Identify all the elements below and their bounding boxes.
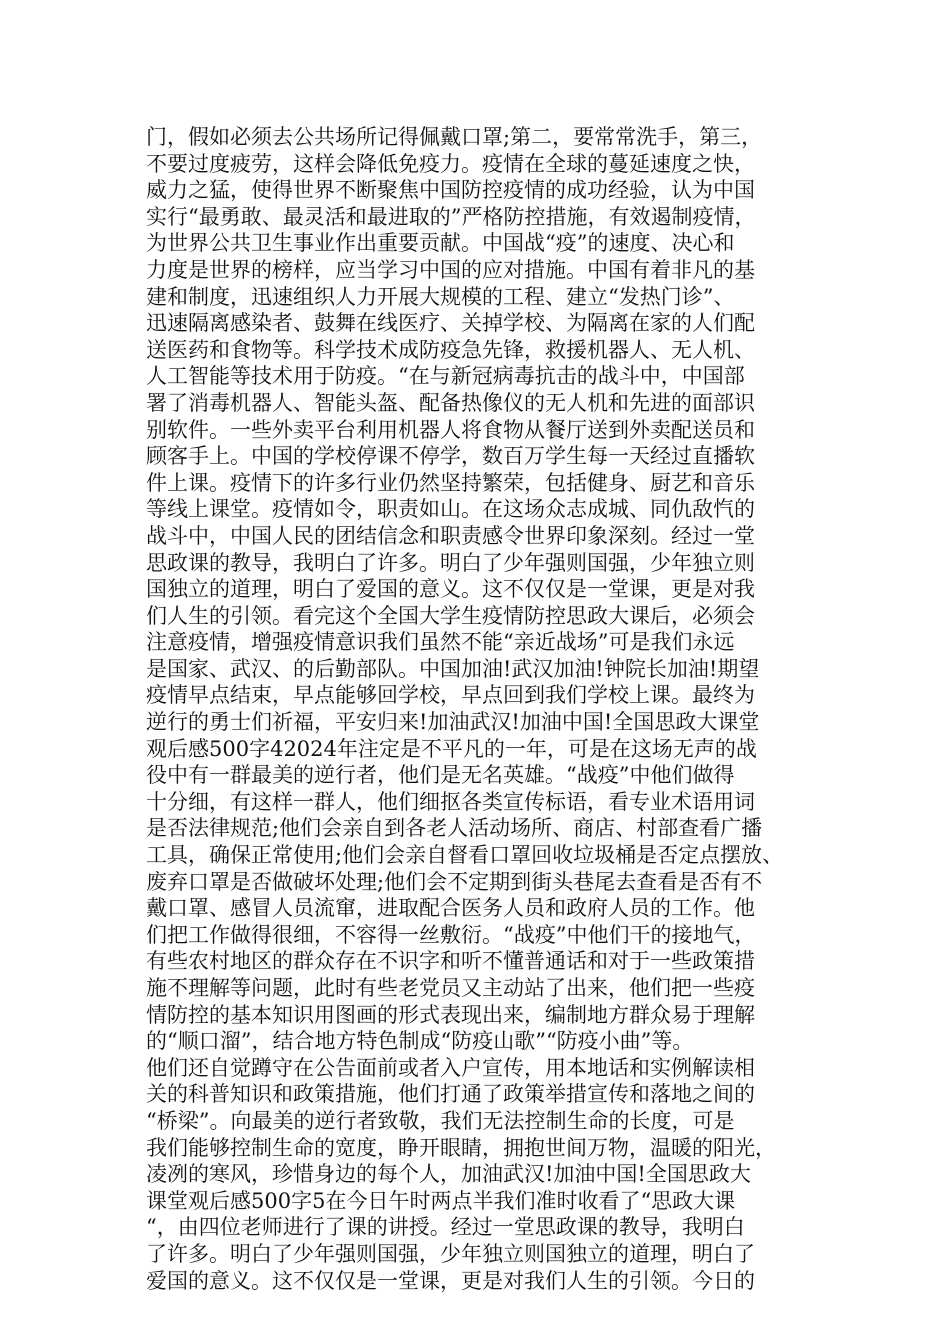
text-line: 了许多。明白了少年强则国强，少年独立则国独立的道理，明白了	[146, 1241, 755, 1266]
text-line: 为世界公共卫生事业作出重要贡献。中国战“疫”的速度、决心和	[146, 231, 735, 256]
text-line: 人工智能等技术用于防疫。“在与新冠病毒抗击的战斗中，中国部	[146, 364, 745, 389]
text-line: “，由四位老师进行了课的讲授。经过一堂思政课的教导，我明白	[146, 1215, 745, 1240]
text-line: 废弃口罩是否做破坏处理;他们会不定期到街头巷尾去查看是否有不	[146, 869, 763, 894]
text-line: 观后感500字42024年注定是不平凡的一年，可是在这场无声的战	[146, 736, 757, 761]
text-line: 爱国的意义。这不仅仅是一堂课，更是对我们人生的引领。今日的	[146, 1268, 755, 1293]
text-line: 是否法律规范;他们会亲自到各老人活动场所、商店、村部查看广播	[146, 816, 763, 841]
text-line: 关的科普知识和政策措施，他们打通了政策举措宣传和落地之间的	[146, 1082, 755, 1107]
text-line: 课堂观后感500字5在今日午时两点半我们准时收看了“思政大课	[146, 1188, 736, 1213]
text-line: 建和制度，迅速组织人力开展大规模的工程、建立“发热门诊”、	[146, 284, 735, 309]
text-line: 工具，确保正常使用;他们会亲自督看口罩回收垃圾桶是否定点摆放、	[146, 843, 784, 868]
text-line: 顾客手上。中国的学校停课不停学，数百万学生每一天经过直播软	[146, 444, 755, 469]
text-line: 他们还自觉蹲守在公告面前或者入户宣传，用本地话和实例解读相	[146, 1055, 755, 1080]
text-line: 施不理解等问题，此时有些老党员又主动站了出来，他们把一些疫	[146, 976, 755, 1000]
text-line: 役中有一群最美的逆行者，他们是无名英雄。“战疫”中他们做得	[146, 763, 735, 788]
text-line: 门，假如必须去公共场所记得佩戴口罩;第二，要常常洗手，第三，	[146, 125, 763, 149]
text-line: 力度是世界的榜样，应当学习中国的应对措施。中国有着非凡的基	[146, 257, 755, 282]
text-line: 威力之猛，使得世界不断聚焦中国防控疫情的成功经验，认为中国	[146, 178, 755, 203]
text-line: 逆行的勇士们祈福，平安归来!加油武汉!加油中国!全国思政大课堂	[146, 710, 760, 735]
text-line: 疫情早点结束，早点能够回学校，早点回到我们学校上课。最终为	[146, 683, 755, 708]
text-line: 我们能够控制生命的宽度，睁开眼睛，拥抱世间万物，温暖的阳光，	[146, 1135, 776, 1160]
text-line: 署了消毒机器人、智能头盔、配备热像仪的无人机和先进的面部识	[146, 390, 755, 415]
text-line: 实行“最勇敢、最灵活和最进取的”严格防控措施，有效遏制疫情，	[146, 204, 756, 229]
text-line: 战斗中，中国人民的团结信念和职责感令世界印象深刻。经过一堂	[146, 523, 755, 548]
text-line: 件上课。疫情下的许多行业仍然坚持繁荣，包括健身、厨艺和音乐	[146, 470, 755, 495]
text-line: 等线上课堂。疫情如令，职责如山。在这场众志成城、同仇敌忾的	[146, 497, 755, 522]
text-line: 情防控的基本知识用图画的形式表现出来，编制地方群众易于理解	[146, 1002, 755, 1027]
text-line: 是国家、武汉、的后勤部队。中国加油!武汉加油!钟院长加油!期望	[146, 656, 760, 681]
text-line: 十分细，有这样一群人，他们细抠各类宣传标语，看专业术语用词	[146, 789, 755, 814]
text-line: 注意疫情，增强疫情意识我们虽然不能“亲近战场”可是我们永远	[146, 630, 735, 655]
text-line: 戴口罩、感冒人员流窜，进取配合医务人员和政府人员的工作。他	[146, 896, 755, 921]
text-line: 迅速隔离感染者、鼓舞在线医疗、关掉学校、为隔离在家的人们配	[146, 311, 755, 336]
text-line: 有些农村地区的群众存在不识字和听不懂普通话和对于一些政策措	[146, 949, 755, 974]
text-line: 不要过度疲劳，这样会降低免疫力。疫情在全球的蔓延速度之快，	[146, 151, 755, 176]
text-line: “桥梁”。向最美的逆行者致敬，我们无法控制生命的长度，可是	[146, 1108, 735, 1133]
text-line: 国独立的道理，明白了爱国的意义。这不仅仅是一堂课，更是对我	[146, 577, 755, 602]
text-line: 们人生的引领。看完这个全国大学生疫情防控思政大课后，必须会	[146, 603, 755, 628]
text-line: 凌冽的寒风，珍惜身边的每个人，加油武汉!加油中国!全国思政大	[146, 1162, 751, 1187]
body-text	[146, 124, 836, 1294]
text-line: 的“顺口溜”，结合地方特色制成“防疫山歌”“防疫小曲”等。	[146, 1029, 694, 1054]
text-line: 思政课的教导，我明白了许多。明白了少年强则国强，少年独立则	[146, 550, 755, 575]
text-line: 别软件。一些外卖平台利用机器人将食物从餐厅送到外卖配送员和	[146, 417, 755, 442]
text-line: 们把工作做得很细，不容得一丝敷衍。“战疫”中他们干的接地气，	[146, 922, 756, 947]
text-line: 送医药和食物等。科学技术成防疫急先锋，救援机器人、无人机、	[146, 337, 755, 362]
